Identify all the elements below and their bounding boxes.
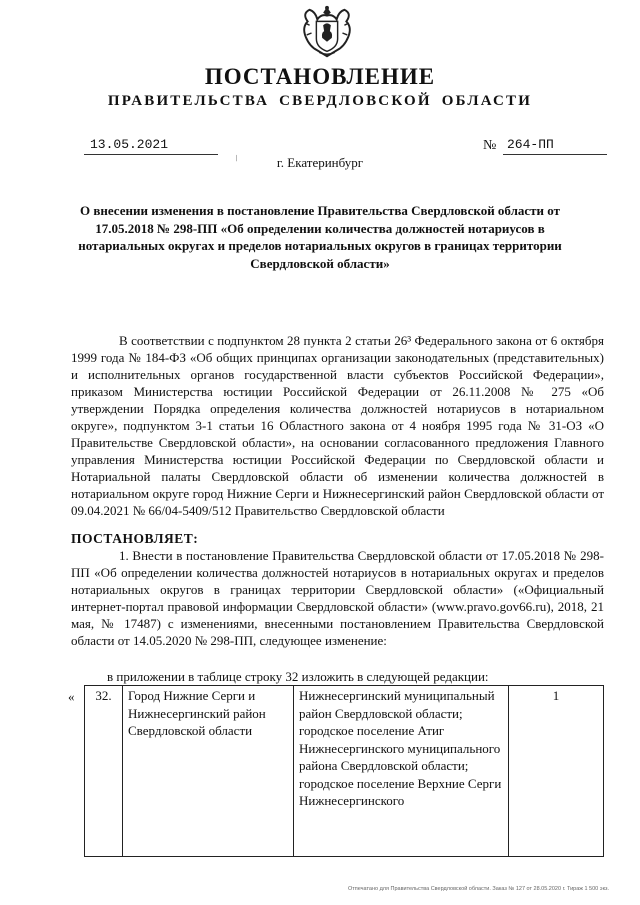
notary-districts-table [84, 685, 604, 857]
document-number: 264-ПП [503, 137, 607, 155]
clause-1-paragraph: 1. Внести в постановление Правительства Свердловской области от 17.05.2018 № 298-ПП «Об определении количества должностей нотариусов в нотариальных округах и пределов нотариальных округов в границах территории Свердловской области» («Официальный интернет-портал правовой информации Свердловской области» (www.pravo.gov66.ru), 2018, 21 мая, № 17487) с изменениями, внесенными постановлением Правительства Свердловской области от 14.05.2020 № 298-ПП, следующее изменение: [71, 548, 604, 648]
document-city: г. Екатеринбург [276, 155, 364, 170]
table-intro-text: в приложении в таблице строку 32 изложить в следующей редакции: [107, 669, 489, 684]
number-label: № [483, 138, 497, 153]
opening-quote-mark: « [68, 689, 75, 704]
coat-of-arms-emblem [298, 4, 356, 62]
decree-heading: ПОСТАНОВЛЯЕТ: [71, 531, 199, 546]
document-issuer: ПРАВИТЕЛЬСТВА СВЕРДЛОВСКОЙ ОБЛАСТИ [107, 93, 533, 109]
notary-count-cell: 1 [509, 686, 604, 857]
print-footer: Отпечатано для Правительства Свердловской области. Заказ № 127 от 28.05.2020 г. Тираж 1 500 экз. [348, 886, 610, 892]
document-date: 13.05.2021 [84, 137, 218, 155]
table-row [85, 686, 604, 857]
district-name-cell: Город Нижние Серги и Нижнесергинский район Свердловской области [123, 686, 294, 857]
document-title: ПОСТАНОВЛЕНИЕ [204, 64, 436, 89]
document-subject: О внесении изменения в постановление Правительства Свердловской области от 17.05.2018 № 298-ПП «Об определении количества должностей нотариусов в нотариальных округах и пределов нотариальных округов в границах территории Свердловской области» [78, 203, 562, 271]
preamble-paragraph: В соответствии с подпунктом 28 пункта 2 статьи 26³ Федерального закона от 6 октября 1999 года № 184-ФЗ «Об общих принципах организации законодательных (представительных) и исполнительных органов государственной власти субъектов Российской Федерации», приказом Министерства юстиции Российской Федерации от 26.11.2008 № 275 «Об утверждении Порядка определения количества должностей нотариусов в нотариальном округе», подпунктом 3-1 статьи 16 Областного закона от 4 ноября 1995 года № 31-ОЗ «О Правительстве Свердловской области», на основании согласованного предложения Главного управления Министерства юстиции Российской Федерации по Свердловской области и Нотариальной палаты Свердловской области об изменении количества должностей в нотариальном округе город Нижние Серги и Нижнесергинский район Свердловской области от 09.04.2021 № 66/04-5409/512 Правительство Свердловской области [71, 333, 604, 518]
row-number-cell: 32. [85, 686, 123, 857]
handwritten-mark: / [233, 152, 240, 164]
district-limits-cell: Нижнесергинский муниципальный район Свердловской области; городское поселение Атиг Нижнесергинского муниципального района Свердловской области; городское поселение Верхние Серги Нижнесергинского [294, 686, 509, 857]
